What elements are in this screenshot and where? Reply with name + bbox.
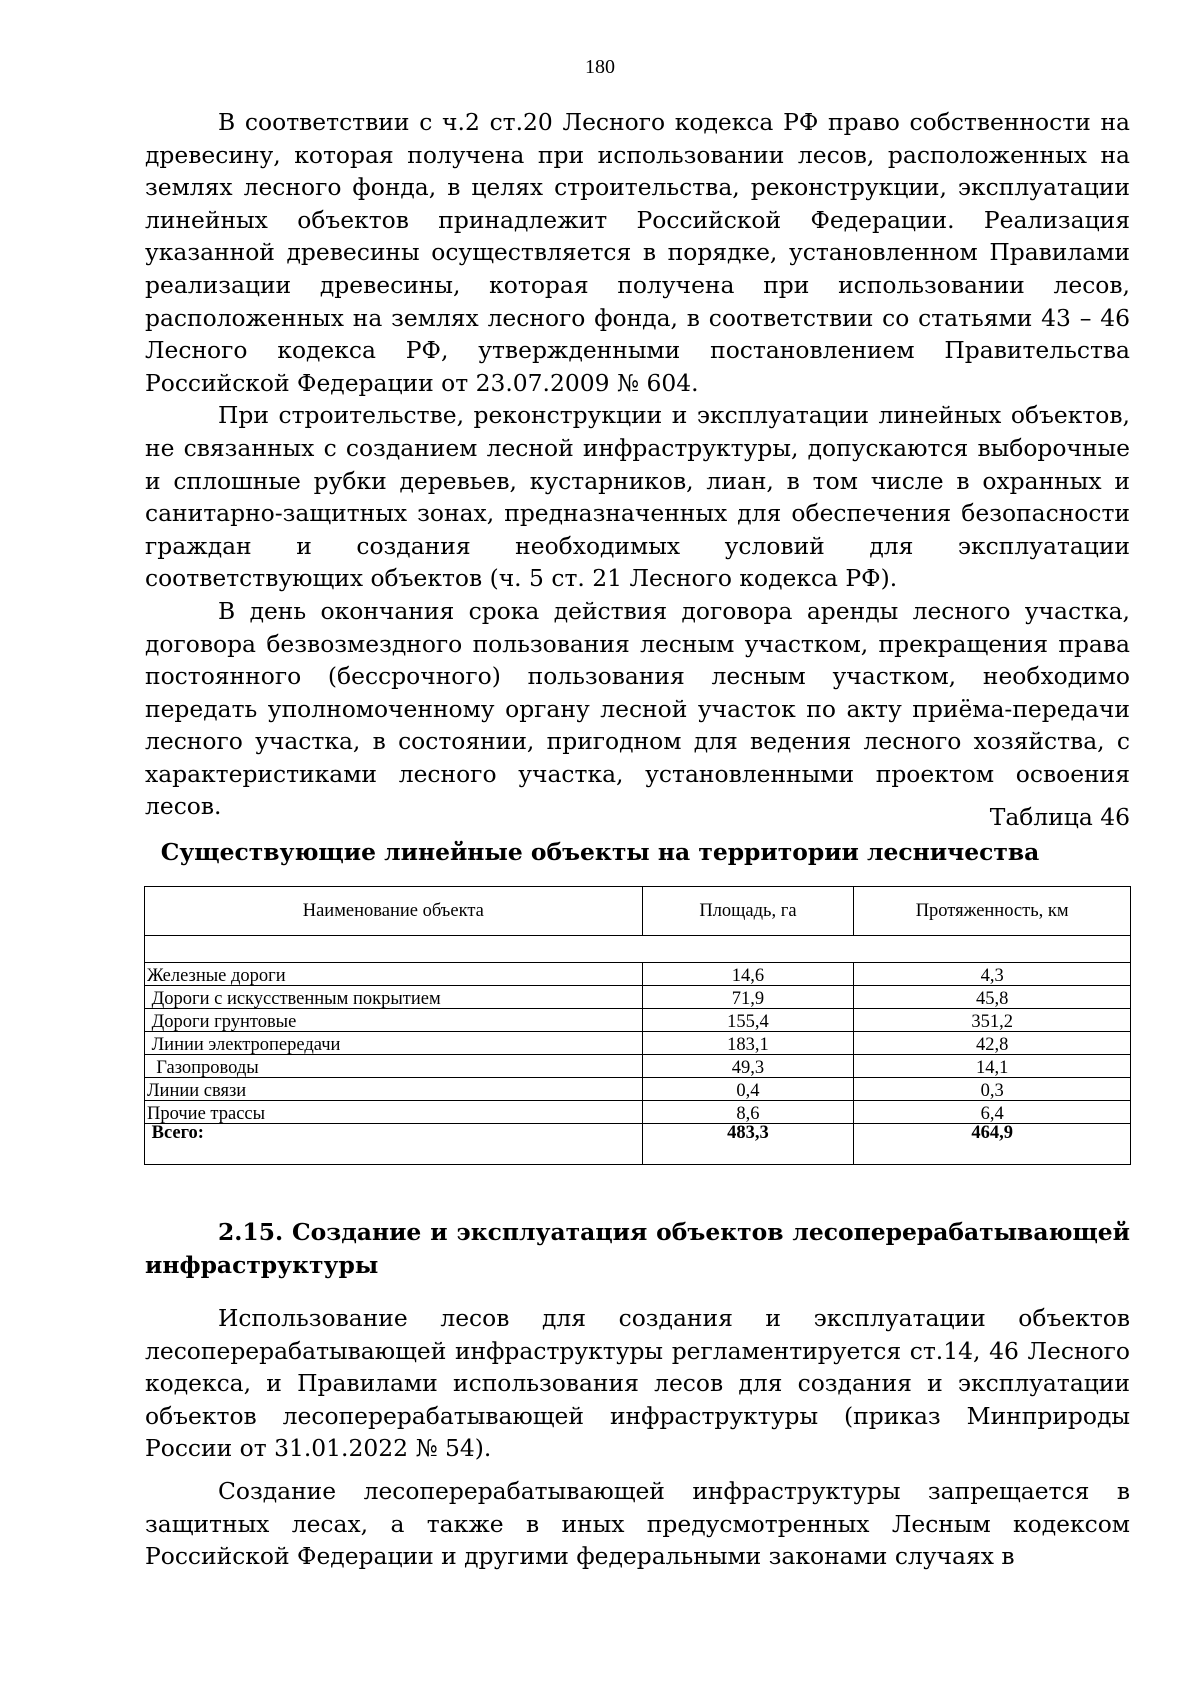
object-name: Дороги с искусственным покрытием (145, 986, 643, 1009)
body-text-top (145, 106, 1130, 823)
column-header-name: Наименование объекта (145, 887, 643, 936)
object-name: Линии связи (145, 1078, 643, 1101)
object-length: 45,8 (854, 986, 1131, 1009)
column-header-area: Площадь, га (642, 887, 854, 936)
object-area: 14,6 (642, 963, 854, 986)
table-title: Существующие линейные объекты на территории лесничества (160, 838, 1040, 866)
object-length: 351,2 (854, 1009, 1131, 1032)
paragraph: В день окончания срока действия договора аренды лесного участка, договора безвозмездного пользования лесным участком, прекращения права постоянного (бессрочного) пользования лесным участком, необходимо передать уполномоченному органу лесной участок по акту приёма-передачи лесного участка, в состоянии, пригодном для ведения лесного хозяйства, с характеристиками лесного участка, установленными проектом освоения лесов. (145, 596, 1130, 821)
table-row (145, 963, 1131, 986)
table-row (145, 1101, 1131, 1124)
object-area: 71,9 (642, 986, 854, 1009)
object-length: 14,1 (854, 1055, 1131, 1078)
object-length: 0,3 (854, 1078, 1131, 1101)
table-row (145, 1055, 1131, 1078)
object-name: Железные дороги (145, 963, 643, 986)
table-header-row (145, 887, 1131, 936)
table-blank-row (145, 936, 1131, 963)
table-row (145, 986, 1131, 1009)
section-heading: 2.15. Создание и эксплуатация объектов лесоперерабатывающей инфраструктуры (145, 1218, 1130, 1279)
page-number: 180 (585, 56, 615, 78)
object-area: 8,6 (642, 1101, 854, 1124)
table-row (145, 1032, 1131, 1055)
linear-objects-table (144, 886, 1131, 1165)
total-length: 464,9 (854, 1124, 1131, 1165)
object-area: 49,3 (642, 1055, 854, 1078)
object-name: Прочие трассы (145, 1101, 643, 1124)
paragraph: Использование лесов для создания и эксплуатации объектов лесоперерабатывающей инфраструктуры регламентируется ст.14, 46 Лесного кодекса, и Правилами использования лесов для создания и эксплуатации объектов лесоперерабатывающей инфраструктуры (приказ Минприроды России от 31.01.2022 № 54). (145, 1304, 1130, 1463)
column-header-length: Протяженность, км (854, 887, 1131, 936)
paragraph: В соответствии с ч.2 ст.20 Лесного кодекса РФ право собственности на древесину, которая получена при использовании лесов, расположенных на землях лесного фонда, в целях строительства, реконструкции, эксплуатации линейных объектов принадлежит Российской Федерации. Реализация указанной древесины осуществляется в порядке, установленном Правилами реализации древесины, которая получена при использовании лесов, расположенных на землях лесного фонда, в соответствии со статьями 43 – 46 Лесного кодекса РФ, утвержденными постановлением Правительства Российской Федерации от 23.07.2009 № 604. (145, 108, 1130, 397)
object-area: 0,4 (642, 1078, 854, 1101)
object-length: 6,4 (854, 1101, 1131, 1124)
object-length: 4,3 (854, 963, 1131, 986)
total-label: Всего: (145, 1124, 643, 1165)
table-row (145, 1078, 1131, 1101)
table-caption: Таблица 46 (989, 803, 1130, 831)
table-total-row (145, 1124, 1131, 1165)
paragraph: При строительстве, реконструкции и эксплуатации линейных объектов, не связанных с созданием лесной инфраструктуры, допускаются выборочные и сплошные рубки деревьев, кустарников, лиан, в том числе в охранных и санитарно-защитных зонах, предназначенных для обеспечения безопасности граждан и создания необходимых условий для эксплуатации соответствующих объектов (ч. 5 ст. 21 Лесного кодекса РФ). (145, 401, 1130, 593)
object-name: Дороги грунтовые (145, 1009, 643, 1032)
object-name: Газопроводы (145, 1055, 643, 1078)
body-text-bottom (145, 1302, 1130, 1573)
object-area: 183,1 (642, 1032, 854, 1055)
paragraph: Создание лесоперерабатывающей инфраструктуры запрещается в защитных лесах, а также в иных предусмотренных Лесным кодексом Российской Федерации и другими федеральными законами случаях в (145, 1476, 1130, 1571)
table-row (145, 1009, 1131, 1032)
object-length: 42,8 (854, 1032, 1131, 1055)
object-name: Линии электропередачи (145, 1032, 643, 1055)
total-area: 483,3 (642, 1124, 854, 1165)
object-area: 155,4 (642, 1009, 854, 1032)
